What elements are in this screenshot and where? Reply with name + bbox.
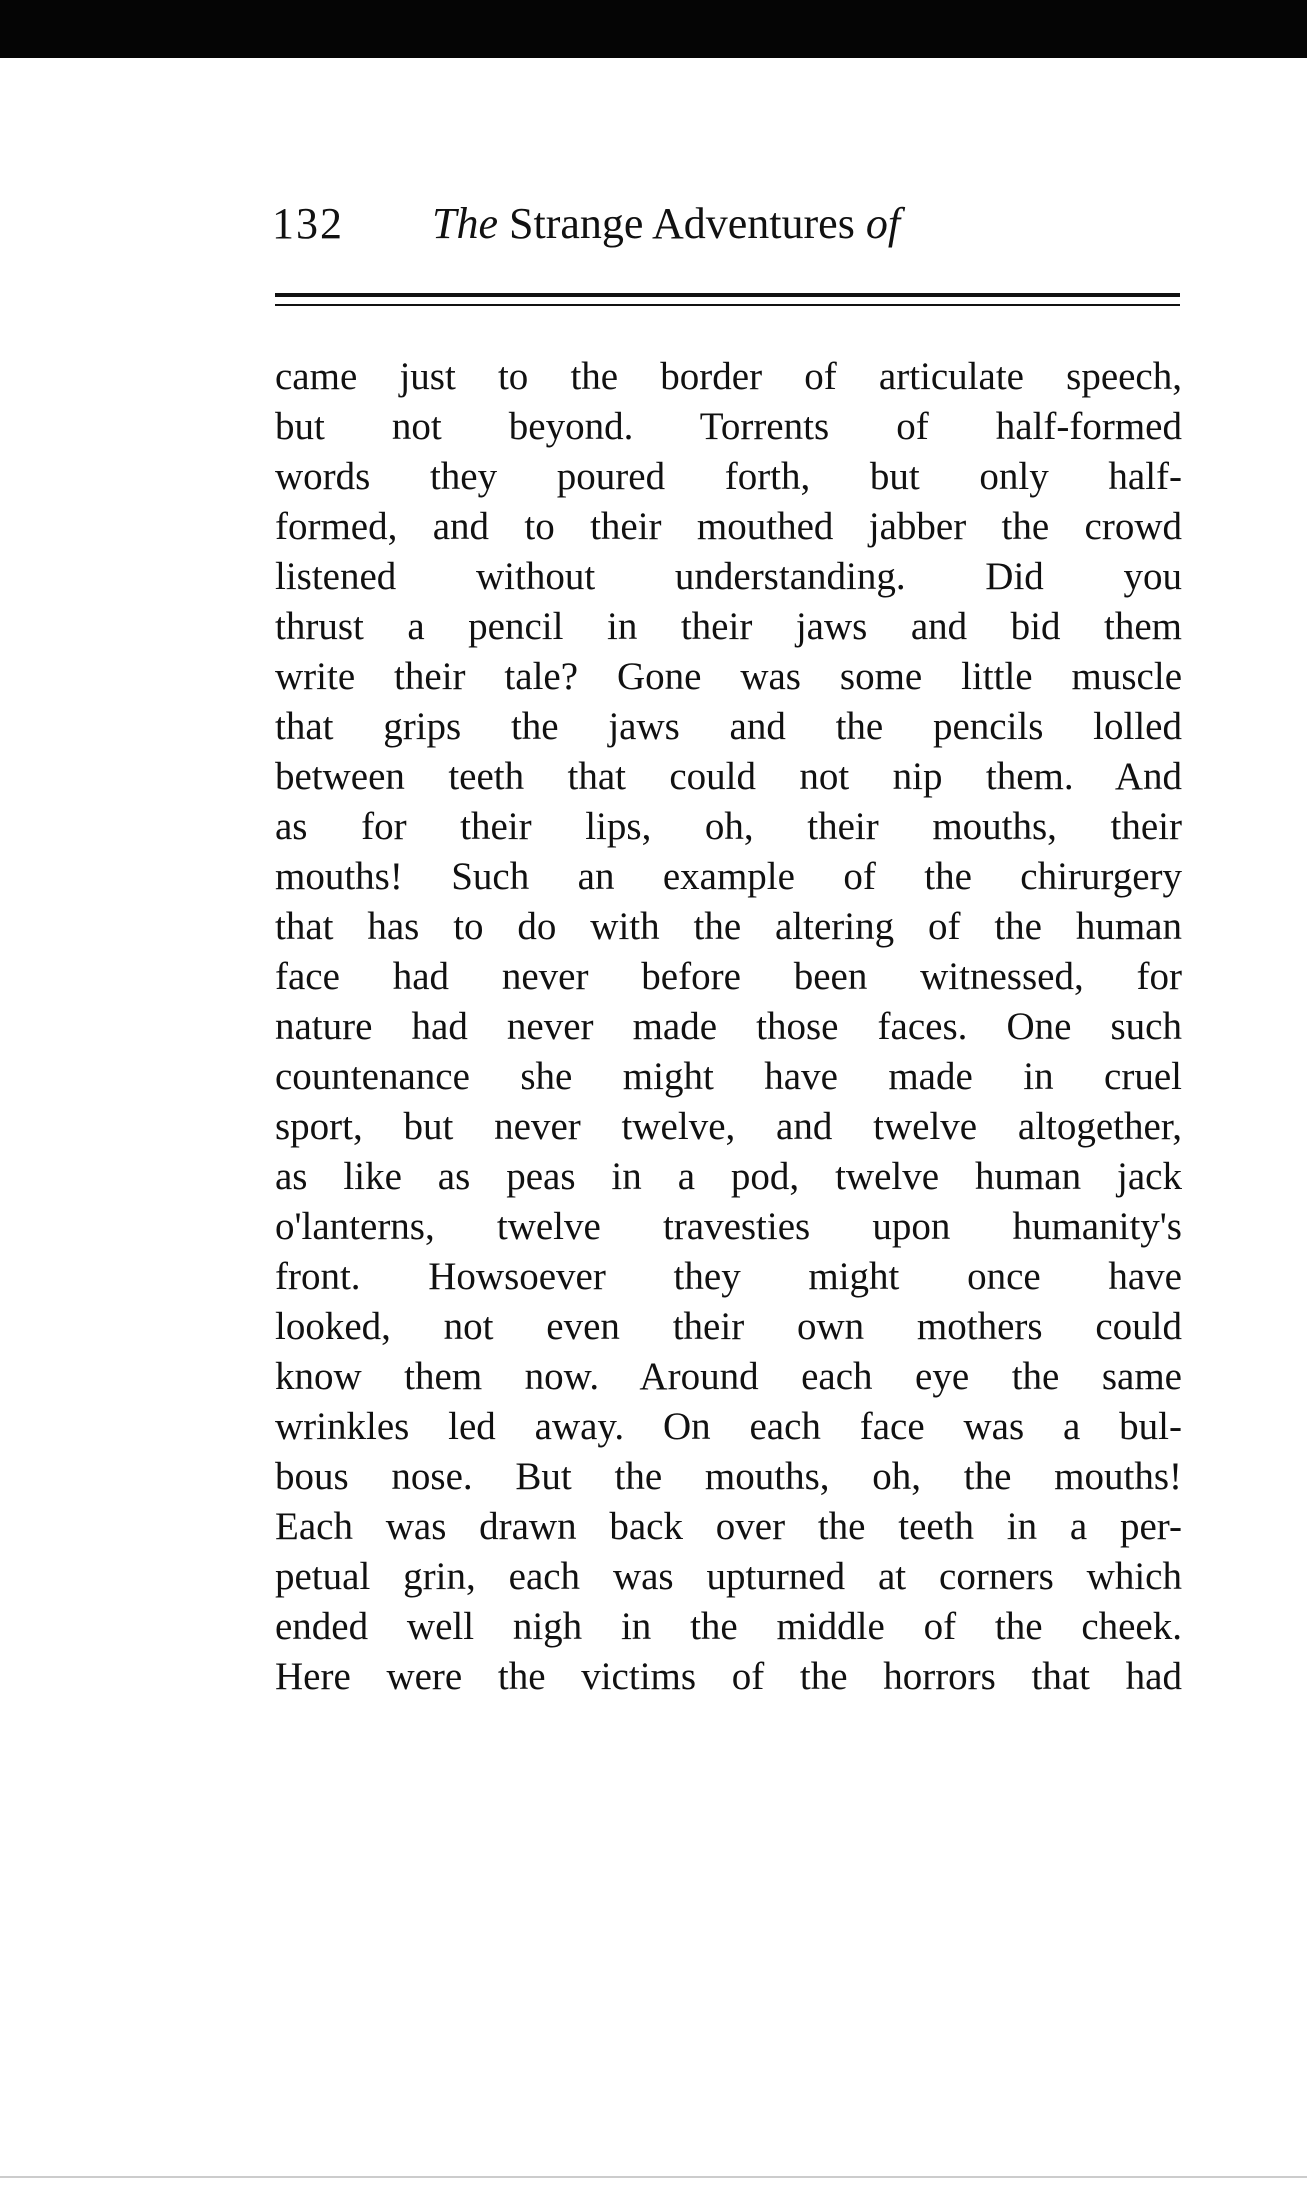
text-line: o'lanterns, twelve travesties upon humanity's — [275, 1205, 1182, 1248]
text-line: face had never before been witnessed, for — [275, 955, 1182, 998]
text-line: sport, but never twelve, and twelve altogether, — [275, 1105, 1182, 1148]
text-line: came just to the border of articulate speech, — [275, 355, 1182, 398]
page-number: 132 — [272, 199, 344, 248]
text-line: petual grin, each was upturned at corners which — [275, 1555, 1182, 1598]
text-line: wrinkles led away. On each face was a bul- — [275, 1405, 1182, 1448]
text-line: front. Howsoever they might once have — [275, 1255, 1182, 1298]
text-line: looked, not even their own mothers could — [275, 1305, 1182, 1348]
text-line: Here were the victims of the horrors that had — [275, 1655, 1182, 1698]
text-line: as like as peas in a pod, twelve human jack — [275, 1155, 1182, 1198]
text-line: ended well nigh in the middle of the cheek. — [275, 1605, 1182, 1648]
title-the: The — [432, 199, 498, 248]
running-header — [272, 198, 1182, 258]
text-line: nature had never made those faces. One such — [275, 1005, 1182, 1048]
text-line: thrust a pencil in their jaws and bid them — [275, 605, 1182, 648]
text-line: mouths! Such an example of the chirurgery — [275, 855, 1182, 898]
text-line: formed, and to their mouthed jabber the crowd — [275, 505, 1182, 548]
header-rule-thick — [275, 293, 1180, 297]
text-line: as for their lips, oh, their mouths, their — [275, 805, 1182, 848]
text-line: that has to do with the altering of the human — [275, 905, 1182, 948]
title-of: of — [865, 199, 901, 248]
text-line: bous nose. But the mouths, oh, the mouths! — [275, 1455, 1182, 1498]
body-text — [275, 352, 1182, 1702]
header-rule-thin — [275, 304, 1180, 306]
text-line: listened without understanding. Did you — [275, 555, 1182, 598]
running-title — [432, 198, 900, 249]
text-line: write their tale? Gone was some little muscle — [275, 655, 1182, 698]
text-line: but not beyond. Torrents of half-formed — [275, 405, 1182, 448]
text-line: know them now. Around each eye the same — [275, 1355, 1182, 1398]
text-line: Each was drawn back over the teeth in a per- — [275, 1505, 1182, 1548]
scan-bottom-edge — [0, 2176, 1307, 2178]
text-line: that grips the jaws and the pencils lolled — [275, 705, 1182, 748]
text-line: countenance she might have made in cruel — [275, 1055, 1182, 1098]
text-line: between teeth that could not nip them. And — [275, 755, 1182, 798]
title-main: Strange Adventures — [509, 199, 855, 248]
text-line: words they poured forth, but only half- — [275, 455, 1182, 498]
scan-top-edge — [0, 0, 1307, 58]
